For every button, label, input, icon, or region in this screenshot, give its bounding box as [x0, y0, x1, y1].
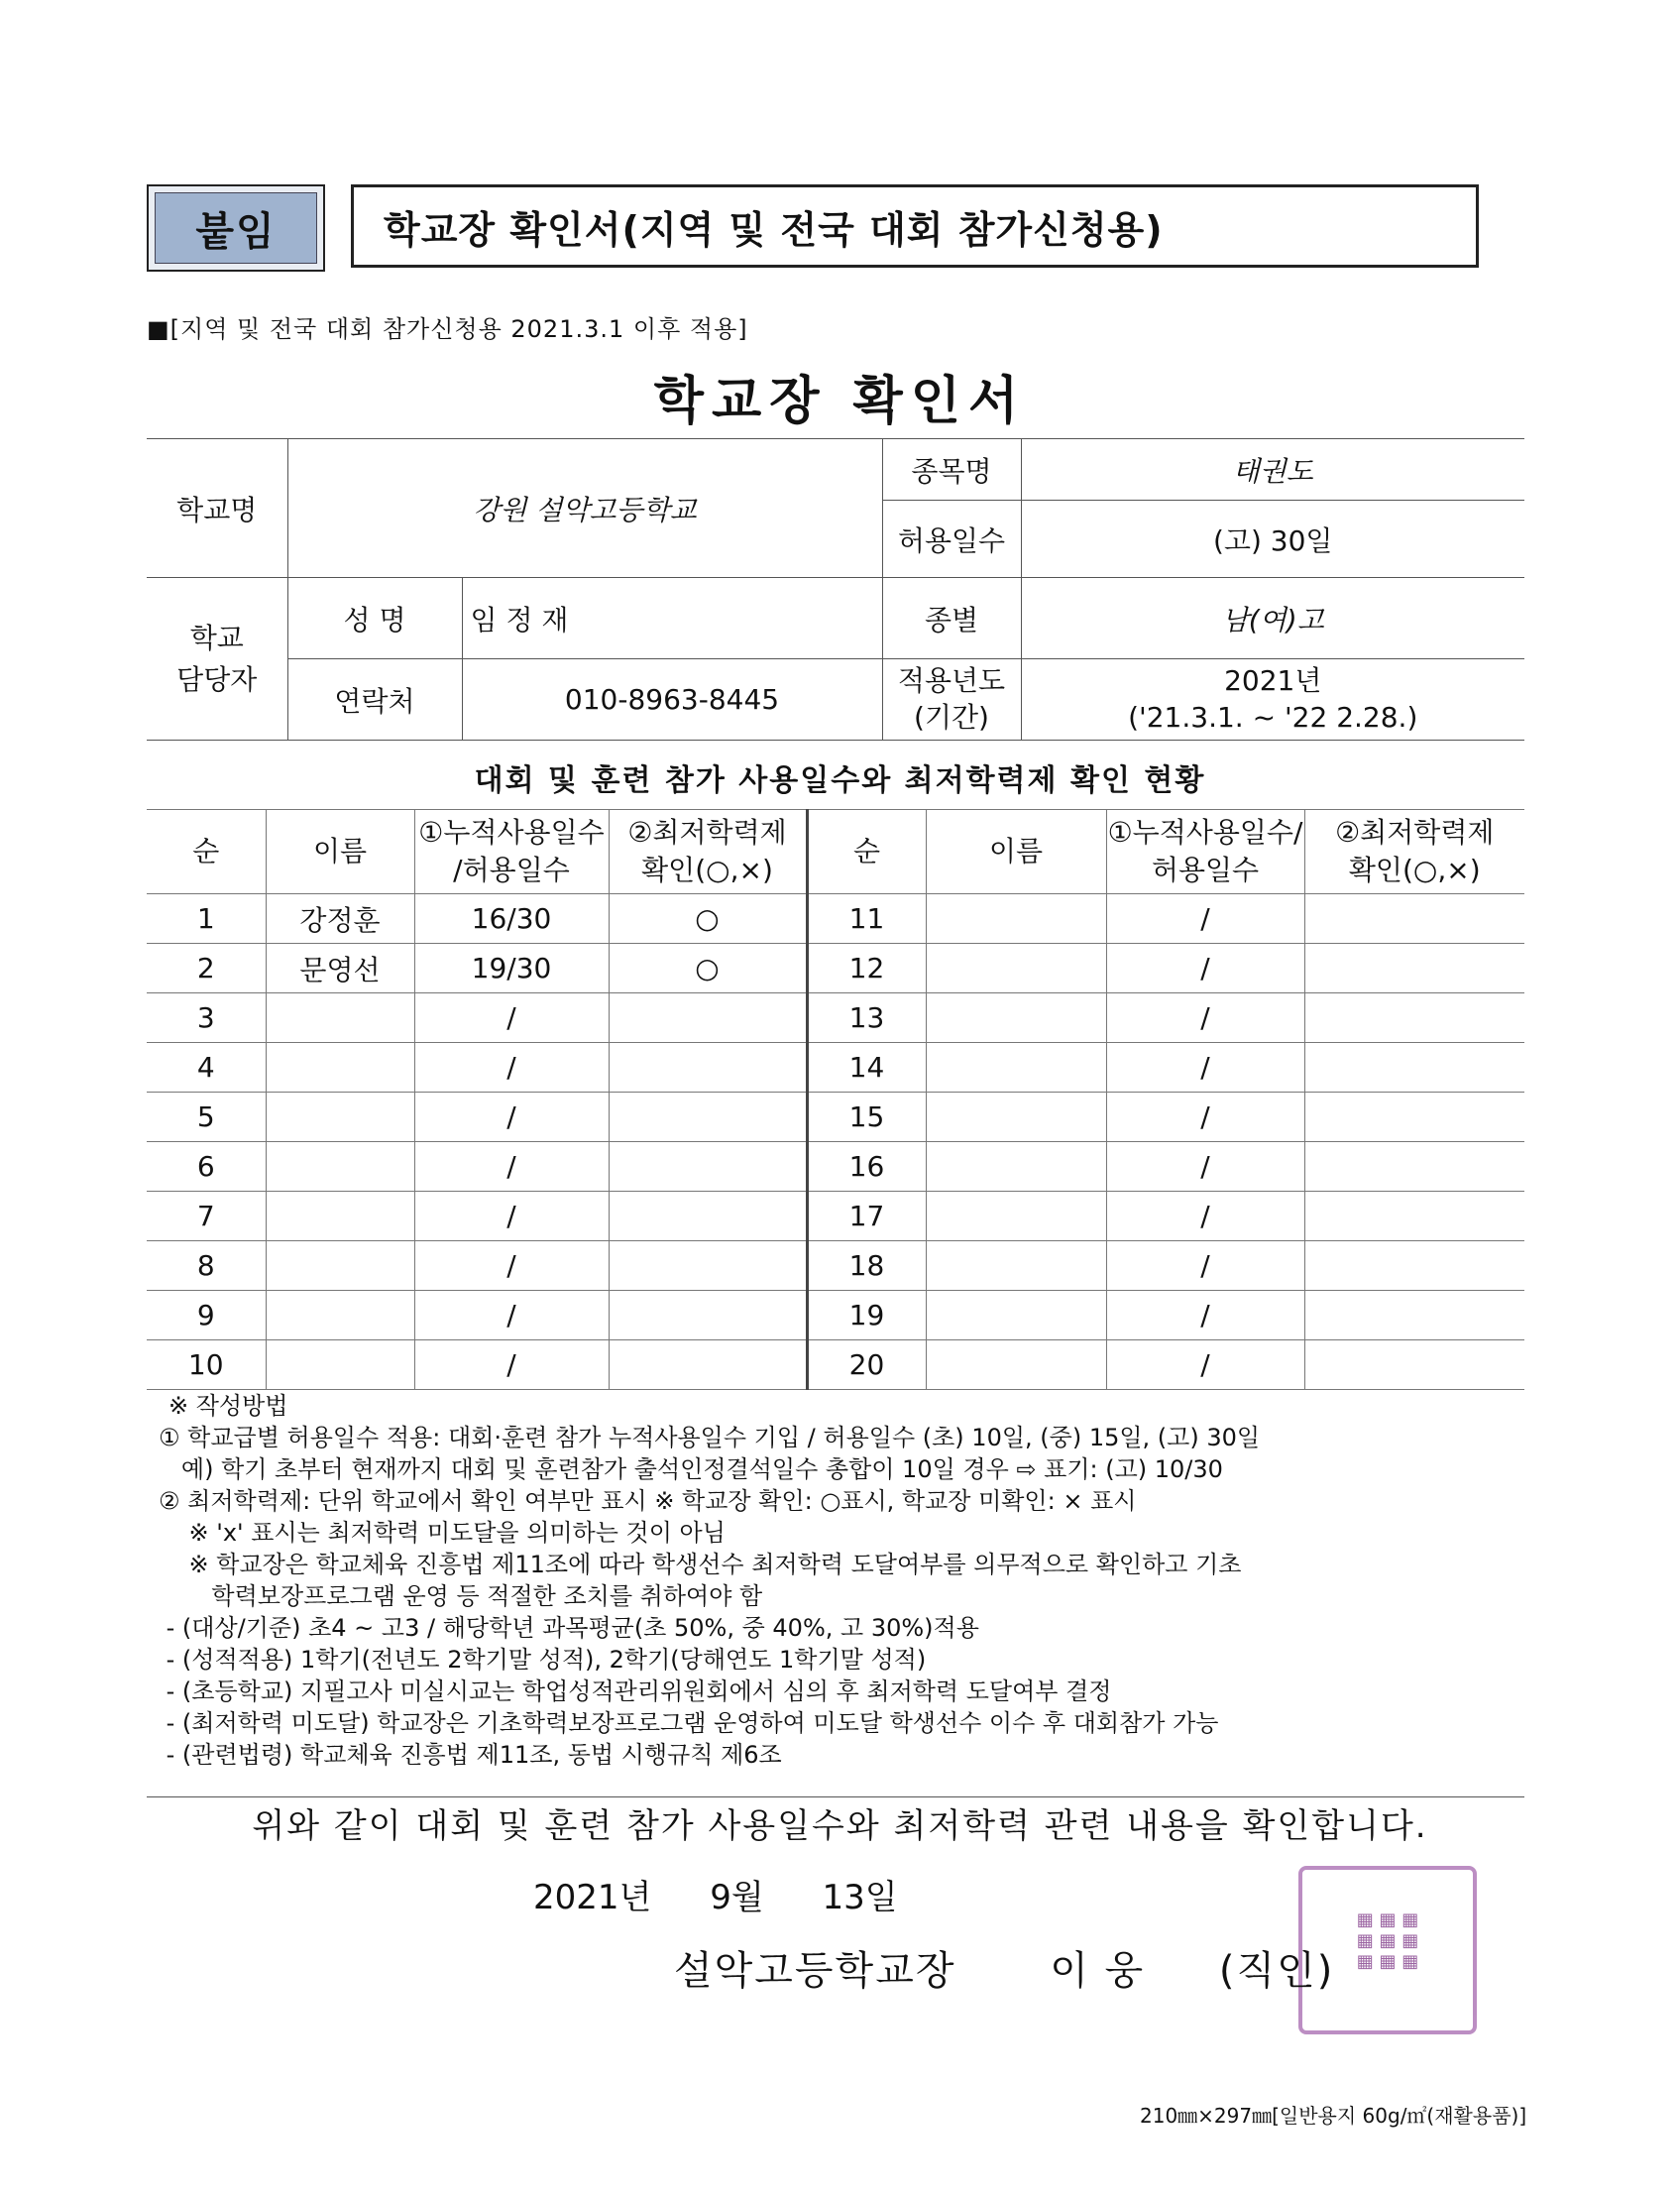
- cell-check: [609, 993, 807, 1043]
- days-value: (고) 30일: [1021, 501, 1524, 578]
- info-table: [147, 438, 1524, 741]
- signature-date: [533, 1870, 946, 1918]
- cell-name: [266, 1043, 414, 1093]
- cell-no: 5: [147, 1093, 266, 1142]
- date-day: 13일: [822, 1878, 898, 1917]
- cell-name: [266, 1142, 414, 1192]
- document-header-title: 학교장 확인서(지역 및 전국 대회 참가신청용): [351, 184, 1479, 268]
- cell-name: [266, 1291, 414, 1340]
- cell-no: 10: [147, 1340, 266, 1390]
- cell-name: [926, 1043, 1106, 1093]
- cell-check: [1304, 894, 1524, 944]
- cell-days: /: [1106, 993, 1304, 1043]
- cell-check: [1304, 1093, 1524, 1142]
- cell-no: 2: [147, 944, 266, 993]
- header-check: ②최저학력제 확인(○,×): [609, 810, 807, 894]
- usage-table: [147, 809, 1524, 1390]
- principal-seal-label: (직인): [1218, 1948, 1335, 1994]
- cell-days: /: [414, 1192, 609, 1241]
- header-name: 이름: [266, 810, 414, 894]
- cell-name: [926, 1241, 1106, 1291]
- cell-days: /: [1106, 1142, 1304, 1192]
- cell-check: [609, 1340, 807, 1390]
- cell-no: 19: [807, 1291, 926, 1340]
- table-row: [147, 1291, 1524, 1340]
- cell-name: [926, 1291, 1106, 1340]
- confirmation-text: 위와 같이 대회 및 훈련 참가 사용일수와 최저학력 관련 내용을 확인합니다.: [252, 1806, 1428, 1846]
- school-value: 강원 설악고등학교: [287, 439, 882, 578]
- table-row: [147, 894, 1524, 944]
- year-label: 적용년도 (기간): [882, 659, 1021, 741]
- note-line: ② 최저학력제: 단위 학교에서 확인 여부만 표시 ※ 학교장 확인: ○표시, 학교장 미확인: × 표시: [159, 1487, 1137, 1515]
- cell-no: 1: [147, 894, 266, 944]
- header-days: ①누적사용일수 /허용일수: [414, 810, 609, 894]
- cell-name: [266, 1241, 414, 1291]
- cell-days: /: [414, 1291, 609, 1340]
- manager-label: 학교 담당자: [147, 578, 287, 741]
- header-name-right: 이름: [926, 810, 1106, 894]
- note-line: ※ 'x' 표시는 최저학력 미도달을 의미하는 것이 아님: [159, 1519, 726, 1547]
- cell-no: 13: [807, 993, 926, 1043]
- cell-name: 강정훈: [266, 894, 414, 944]
- note-line: ① 학교급별 허용일수 적용: 대회·훈련 참가 누적사용일수 기입 / 허용일수 (초) 10일, (중) 15일, (고) 30일: [159, 1424, 1261, 1451]
- cell-check: [609, 1241, 807, 1291]
- document-subtitle: ■[지역 및 전국 대회 참가신청용 2021.3.1 이후 적용]: [147, 315, 748, 343]
- year-value: 2021년: [1224, 664, 1322, 698]
- cell-name: [926, 1340, 1106, 1390]
- cell-no: 9: [147, 1291, 266, 1340]
- header-check-right: ②최저학력제 확인(○,×): [1304, 810, 1524, 894]
- cell-days: /: [414, 1093, 609, 1142]
- cell-days: /: [1106, 1093, 1304, 1142]
- cell-no: 20: [807, 1340, 926, 1390]
- name-label: 성 명: [287, 578, 462, 659]
- cell-no: 12: [807, 944, 926, 993]
- usage-section-title: 대회 및 훈련 참가 사용일수와 최저학력제 확인 현황: [474, 763, 1206, 798]
- cell-check: [609, 1142, 807, 1192]
- cell-no: 4: [147, 1043, 266, 1093]
- cell-check: [609, 1291, 807, 1340]
- cell-no: 8: [147, 1241, 266, 1291]
- cell-check: [1304, 1043, 1524, 1093]
- cell-days: /: [414, 1241, 609, 1291]
- cell-check: [1304, 1241, 1524, 1291]
- cell-name: [266, 993, 414, 1043]
- cell-days: /: [1106, 894, 1304, 944]
- cell-days: /: [414, 993, 609, 1043]
- date-month: 9월: [710, 1878, 764, 1917]
- cell-days: /: [414, 1142, 609, 1192]
- cell-name: [926, 944, 1106, 993]
- note-line: 학력보장프로그램 운영 등 적절한 조치를 취하여야 함: [159, 1582, 763, 1610]
- cell-no: 7: [147, 1192, 266, 1241]
- cell-no: 6: [147, 1142, 266, 1192]
- note-line: - (관련법령) 학교체육 진흥법 제11조, 동법 시행규칙 제6조: [159, 1741, 782, 1769]
- cell-name: [926, 894, 1106, 944]
- note-line: - (대상/기준) 초4 ~ 고3 / 해당학년 과목평균(초 50%, 중 40%, 고 30%)적용: [159, 1614, 979, 1642]
- paper-spec-footer: 210㎜×297㎜[일반용지 60g/㎡(재활용품)]: [1140, 2104, 1527, 2128]
- cell-no: 18: [807, 1241, 926, 1291]
- cell-no: 11: [807, 894, 926, 944]
- attachment-tag-label: 붙임: [155, 192, 317, 264]
- school-label: 학교명: [147, 439, 287, 578]
- contact-label: 연락처: [287, 659, 462, 741]
- contact-value: 010-8963-8445: [462, 659, 882, 741]
- cell-no: 15: [807, 1093, 926, 1142]
- notes-section: [159, 1390, 1546, 1771]
- cell-check: [609, 1043, 807, 1093]
- cell-days: /: [1106, 1291, 1304, 1340]
- cell-name: [926, 1093, 1106, 1142]
- header-no-right: 순: [807, 810, 926, 894]
- cell-no: 17: [807, 1192, 926, 1241]
- principal-school: 설악고등학교장: [674, 1948, 956, 1994]
- cell-check: ○: [609, 894, 807, 944]
- name-value: 임 정 재: [462, 578, 882, 659]
- sport-label: 종목명: [882, 439, 1021, 501]
- principal-signature: [674, 1939, 1334, 1996]
- cell-check: [1304, 993, 1524, 1043]
- cell-days: /: [1106, 1043, 1304, 1093]
- table-row: [147, 993, 1524, 1043]
- page-title: 학교장 확인서: [653, 372, 1027, 431]
- period-value: ('21.3.1. ~ '22 2.28.): [1128, 700, 1418, 734]
- table-row: [147, 944, 1524, 993]
- cell-check: [1304, 1291, 1524, 1340]
- note-line: 예) 학기 초부터 현재까지 대회 및 훈련참가 출석인정결석일수 총합이 10일 경우 ⇨ 표기: (고) 10/30: [159, 1455, 1223, 1483]
- days-label: 허용일수: [882, 501, 1021, 578]
- cell-days: /: [414, 1043, 609, 1093]
- note-line: ※ 작성방법: [168, 1392, 288, 1420]
- table-row: [147, 1043, 1524, 1093]
- gender-label: 종별: [882, 578, 1021, 659]
- note-line: - (초등학교) 지필고사 미실시교는 학업성적관리위원회에서 심의 후 최저학력 도달여부 결정: [159, 1677, 1112, 1705]
- sport-value: 태권도: [1021, 439, 1524, 501]
- cell-check: [1304, 1192, 1524, 1241]
- header-days-right: ①누적사용일수/ 허용일수: [1106, 810, 1304, 894]
- cell-name: [926, 1142, 1106, 1192]
- table-row: [147, 1241, 1524, 1291]
- cell-name: [266, 1192, 414, 1241]
- cell-check: [609, 1093, 807, 1142]
- table-row: [147, 1142, 1524, 1192]
- cell-days: /: [414, 1340, 609, 1390]
- header-no: 순: [147, 810, 266, 894]
- cell-check: [1304, 1340, 1524, 1390]
- cell-check: [1304, 1142, 1524, 1192]
- year-cell: [1021, 659, 1524, 741]
- cell-check: ○: [609, 944, 807, 993]
- cell-days: /: [1106, 1192, 1304, 1241]
- table-row: [147, 1192, 1524, 1241]
- seal-inner-mark: ▦ ▦ ▦ ▦ ▦ ▦ ▦ ▦ ▦: [1356, 1909, 1419, 1972]
- note-line: - (최저학력 미도달) 학교장은 기초학력보장프로그램 운영하여 미도달 학생선수 이수 후 대회참가 가능: [159, 1709, 1219, 1737]
- usage-header-row: [147, 810, 1524, 894]
- cell-days: /: [1106, 1241, 1304, 1291]
- cell-days: 19/30: [414, 944, 609, 993]
- cell-check: [1304, 944, 1524, 993]
- cell-days: /: [1106, 944, 1304, 993]
- cell-name: 문영선: [266, 944, 414, 993]
- cell-no: 14: [807, 1043, 926, 1093]
- note-line: ※ 학교장은 학교체육 진흥법 제11조에 따라 학생선수 최저학력 도달여부를 의무적으로 확인하고 기초: [159, 1551, 1242, 1578]
- cell-no: 3: [147, 993, 266, 1043]
- cell-name: [926, 1192, 1106, 1241]
- principal-name: 이 웅: [1050, 1948, 1146, 1994]
- attachment-tag: [147, 184, 325, 272]
- cell-check: [609, 1192, 807, 1241]
- cell-days: 16/30: [414, 894, 609, 944]
- gender-value: 남(여)고: [1021, 578, 1524, 659]
- date-year: 2021년: [533, 1878, 652, 1917]
- cell-name: [266, 1340, 414, 1390]
- divider: [147, 1796, 1524, 1797]
- table-row: [147, 1340, 1524, 1390]
- table-row: [147, 1093, 1524, 1142]
- cell-name: [926, 993, 1106, 1043]
- cell-days: /: [1106, 1340, 1304, 1390]
- note-line: - (성적적용) 1학기(전년도 2학기말 성적), 2학기(당해연도 1학기말 성적): [159, 1646, 927, 1674]
- cell-name: [266, 1093, 414, 1142]
- cell-no: 16: [807, 1142, 926, 1192]
